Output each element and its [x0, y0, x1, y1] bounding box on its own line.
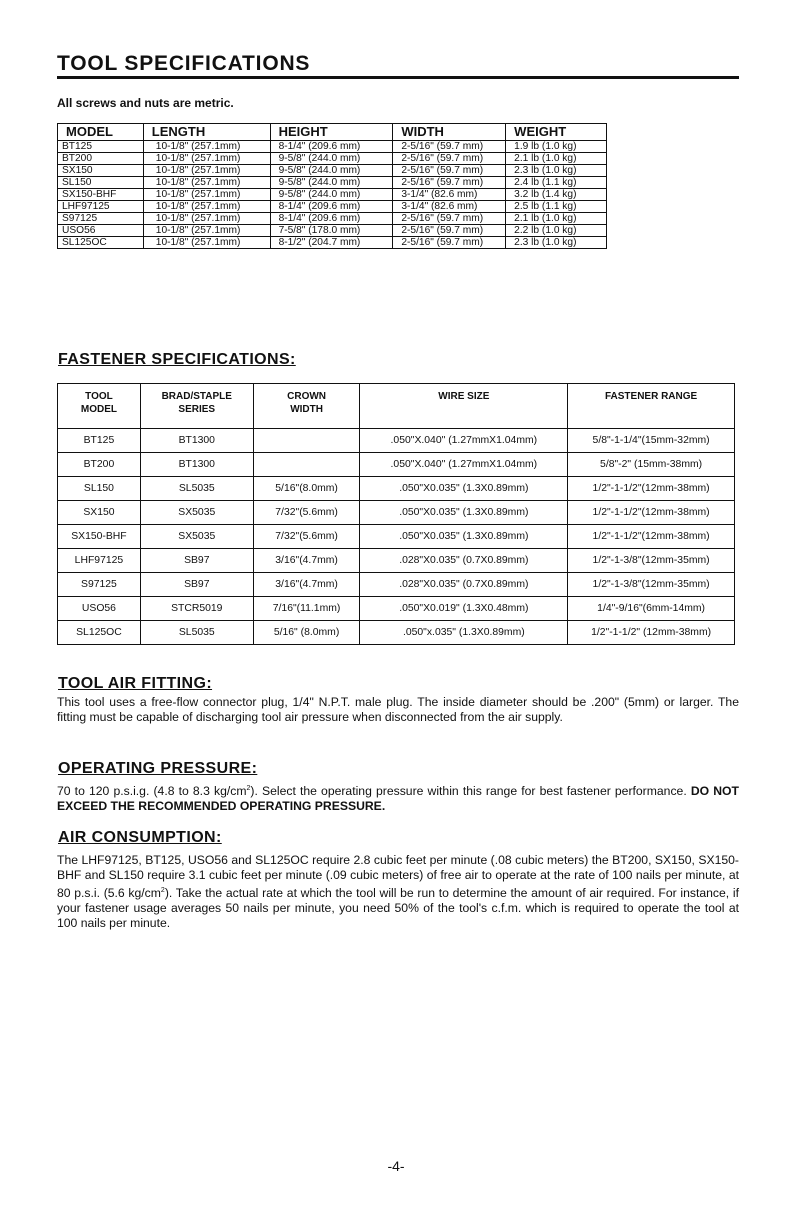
- header-line: CROWN: [287, 391, 327, 402]
- table-cell: 1/4"-9/16"(6mm-14mm): [568, 597, 735, 621]
- table-cell: BT1300: [140, 429, 253, 453]
- table-cell: [253, 453, 360, 477]
- tool-table-header: HEIGHT: [270, 124, 393, 141]
- table-row: [58, 201, 607, 213]
- metric-note: All screws and nuts are metric.: [57, 96, 234, 110]
- table-cell: 1/2"-1-1/2" (12mm-38mm): [568, 621, 735, 645]
- tool-table-header: LENGTH: [143, 124, 270, 141]
- table-row: [58, 597, 735, 621]
- table-cell: 3/16"(4.7mm): [253, 573, 360, 597]
- air-consumption-text: [57, 853, 739, 931]
- table-row: [58, 573, 735, 597]
- superscript: 2: [246, 785, 251, 792]
- table-cell: BT125: [58, 429, 141, 453]
- pressure-warning: DO NOT EXCEED THE RECOMMENDED OPERATING PRESSURE.: [57, 784, 739, 814]
- table-cell: 2.2 lb (1.0 kg): [506, 225, 607, 237]
- table-cell: SL150: [58, 477, 141, 501]
- table-cell: 2.3 lb (1.0 kg): [506, 237, 607, 249]
- table-cell: 3-1/4" (82.6 mm): [393, 201, 506, 213]
- table-cell: 5/16" (8.0mm): [253, 621, 360, 645]
- fastener-table-header: [58, 384, 141, 429]
- table-cell: 2.3 lb (1.0 kg): [506, 165, 607, 177]
- fastener-table-header: [140, 384, 253, 429]
- tool-specifications-table: [57, 123, 607, 249]
- table-cell: 1/2"-1-3/8"(12mm-35mm): [568, 549, 735, 573]
- table-cell: 2-5/16" (59.7 mm): [393, 141, 506, 153]
- table-cell: .050"X0.035" (1.3X0.89mm): [360, 501, 568, 525]
- text-run: ). Take the actual rate at which the tool will be run to determine the amount of air required. For instance, if your fastener usage averages 50 nails per minute, you need 50% of the tool's c.f.m. which is required to operate the tool at 100 nails per minute.: [57, 886, 739, 931]
- table-cell: 1/2"-1-1/2"(12mm-38mm): [568, 477, 735, 501]
- title-underline: [57, 76, 739, 79]
- tool-table-header: WEIGHT: [506, 124, 607, 141]
- table-cell: S97125: [58, 213, 144, 225]
- table-cell: 5/8"-2" (15mm-38mm): [568, 453, 735, 477]
- table-cell: 1/2"-1-1/2"(12mm-38mm): [568, 525, 735, 549]
- table-cell: 8-1/4" (209.6 mm): [270, 141, 393, 153]
- table-cell: LHF97125: [58, 549, 141, 573]
- table-cell: 5/8"-1-1/4"(15mm-32mm): [568, 429, 735, 453]
- tool-table-header-row: [58, 124, 607, 141]
- table-cell: 2.1 lb (1.0 kg): [506, 153, 607, 165]
- table-row: [58, 429, 735, 453]
- operating-pressure-text: [57, 781, 739, 814]
- operating-pressure-heading: OPERATING PRESSURE:: [58, 760, 258, 777]
- table-cell: .050"X.040" (1.27mmX1.04mm): [360, 453, 568, 477]
- table-cell: 9-5/8" (244.0 mm): [270, 189, 393, 201]
- air-consumption-heading: AIR CONSUMPTION:: [58, 829, 222, 846]
- table-cell: SL125OC: [58, 237, 144, 249]
- table-cell: LHF97125: [58, 201, 144, 213]
- table-cell: 2-5/16" (59.7 mm): [393, 153, 506, 165]
- table-cell: BT200: [58, 153, 144, 165]
- air-fitting-text: This tool uses a free-flow connector plug, 1/4" N.P.T. male plug. The inside diameter should be .200" (5mm) or larger. The fitting must be capable of discharging tool air pressure when disconnected from the air supply.: [57, 695, 739, 724]
- table-cell: 8-1/4" (209.6 mm): [270, 201, 393, 213]
- table-cell: 7/16"(11.1mm): [253, 597, 360, 621]
- table-cell: 2.4 lb (1.1 kg): [506, 177, 607, 189]
- header-line: WIDTH: [290, 404, 323, 415]
- header-line: MODEL: [80, 404, 117, 415]
- tool-table-header: WIDTH: [393, 124, 506, 141]
- superscript: 2: [160, 887, 165, 894]
- table-row: [58, 165, 607, 177]
- table-cell: STCR5019: [140, 597, 253, 621]
- table-cell: 1.9 lb (1.0 kg): [506, 141, 607, 153]
- table-cell: 1/2"-1-3/8"(12mm-35mm): [568, 573, 735, 597]
- table-cell: .028"X0.035" (0.7X0.89mm): [360, 549, 568, 573]
- table-row: [58, 501, 735, 525]
- table-cell: SX5035: [140, 501, 253, 525]
- air-fitting-heading: TOOL AIR FITTING:: [58, 675, 213, 692]
- text-run: 70 to 120 p.s.i.g. (4.8 to 8.3 kg/cm: [57, 784, 247, 799]
- table-cell: BT1300: [140, 453, 253, 477]
- table-cell: USO56: [58, 597, 141, 621]
- table-cell: 2-5/16" (59.7 mm): [393, 177, 506, 189]
- table-cell: 9-5/8" (244.0 mm): [270, 153, 393, 165]
- header-line: FASTENER RANGE: [604, 391, 698, 402]
- table-row: [58, 153, 607, 165]
- table-cell: .050"X0.035" (1.3X0.89mm): [360, 477, 568, 501]
- table-cell: 2-5/16" (59.7 mm): [393, 165, 506, 177]
- table-cell: 10-1/8" (257.1mm): [143, 189, 270, 201]
- table-row: [58, 225, 607, 237]
- table-cell: S97125: [58, 573, 141, 597]
- table-cell: 3-1/4" (82.6 mm): [393, 189, 506, 201]
- table-cell: USO56: [58, 225, 144, 237]
- table-cell: 10-1/8" (257.1mm): [143, 201, 270, 213]
- table-cell: 10-1/8" (257.1mm): [143, 177, 270, 189]
- table-cell: 8-1/2" (204.7 mm): [270, 237, 393, 249]
- table-cell: SB97: [140, 549, 253, 573]
- fastener-specifications-heading: FASTENER SPECIFICATIONS:: [58, 351, 296, 368]
- table-cell: BT200: [58, 453, 141, 477]
- table-cell: 1/2"-1-1/2"(12mm-38mm): [568, 501, 735, 525]
- table-cell: 9-5/8" (244.0 mm): [270, 165, 393, 177]
- table-row: [58, 477, 735, 501]
- table-row: [58, 189, 607, 201]
- table-row: [58, 177, 607, 189]
- fastener-table-header: [568, 384, 735, 429]
- table-cell: 10-1/8" (257.1mm): [143, 153, 270, 165]
- table-cell: .050"x.035" (1.3X0.89mm): [360, 621, 568, 645]
- table-cell: 7/32"(5.6mm): [253, 501, 360, 525]
- table-cell: 10-1/8" (257.1mm): [143, 225, 270, 237]
- table-cell: 2.1 lb (1.0 kg): [506, 213, 607, 225]
- table-cell: 2-5/16" (59.7 mm): [393, 237, 506, 249]
- table-row: [58, 453, 735, 477]
- page-number: -4-: [387, 1158, 405, 1174]
- table-row: [58, 237, 607, 249]
- fastener-table-header: [253, 384, 360, 429]
- table-cell: SX150: [58, 165, 144, 177]
- table-cell: SL5035: [140, 477, 253, 501]
- table-cell: SB97: [140, 573, 253, 597]
- table-cell: SX150-BHF: [58, 525, 141, 549]
- table-cell: SX150: [58, 501, 141, 525]
- table-cell: SL5035: [140, 621, 253, 645]
- table-cell: 8-1/4" (209.6 mm): [270, 213, 393, 225]
- table-row: [58, 621, 735, 645]
- table-cell: 10-1/8" (257.1mm): [143, 213, 270, 225]
- table-cell: .050"X0.035" (1.3X0.89mm): [360, 525, 568, 549]
- table-row: [58, 525, 735, 549]
- text-run: The LHF97125, BT125, USO56 and SL125OC require 2.8 cubic feet per minute (.08 cubic meters) the BT200, SX150, SX150-BHF and SL150 require 3.1 cubic feet per minute (.09 cubic meters) of free air to operate at the rate of 100 nails per minute, at 80 p.s.i. (5.6 kg/cm: [57, 853, 739, 901]
- table-cell: SL150: [58, 177, 144, 189]
- table-cell: SL125OC: [58, 621, 141, 645]
- table-cell: 7-5/8" (178.0 mm): [270, 225, 393, 237]
- page-title: TOOL SPECIFICATIONS: [57, 52, 311, 75]
- text-run: ). Select the operating pressure within this range for best fastener performance.: [250, 784, 691, 799]
- table-cell: 2-5/16" (59.7 mm): [393, 213, 506, 225]
- table-cell: 9-5/8" (244.0 mm): [270, 177, 393, 189]
- header-line: BRAD/STAPLE: [161, 391, 232, 402]
- fastener-table-header-row: [58, 384, 735, 429]
- table-row: [58, 549, 735, 573]
- table-cell: SX150-BHF: [58, 189, 144, 201]
- table-cell: 3.2 lb (1.4 kg): [506, 189, 607, 201]
- table-cell: [253, 429, 360, 453]
- table-cell: .050"X0.019" (1.3X0.48mm): [360, 597, 568, 621]
- fastener-specifications-table: [57, 383, 735, 645]
- table-cell: BT125: [58, 141, 144, 153]
- table-cell: .028"X0.035" (0.7X0.89mm): [360, 573, 568, 597]
- table-cell: 10-1/8" (257.1mm): [143, 165, 270, 177]
- table-cell: 7/32"(5.6mm): [253, 525, 360, 549]
- header-line: TOOL: [85, 391, 113, 402]
- header-line: WIRE SIZE: [438, 391, 490, 402]
- table-cell: .050"X.040" (1.27mmX1.04mm): [360, 429, 568, 453]
- table-cell: 2.5 lb (1.1 kg): [506, 201, 607, 213]
- table-cell: 5/16"(8.0mm): [253, 477, 360, 501]
- table-cell: SX5035: [140, 525, 253, 549]
- header-line: SERIES: [178, 404, 216, 415]
- table-cell: 10-1/8" (257.1mm): [143, 141, 270, 153]
- table-cell: 2-5/16" (59.7 mm): [393, 225, 506, 237]
- fastener-table-header: [360, 384, 568, 429]
- table-row: [58, 141, 607, 153]
- tool-table-header: MODEL: [58, 124, 144, 141]
- table-cell: 3/16"(4.7mm): [253, 549, 360, 573]
- table-cell: 10-1/8" (257.1mm): [143, 237, 270, 249]
- table-row: [58, 213, 607, 225]
